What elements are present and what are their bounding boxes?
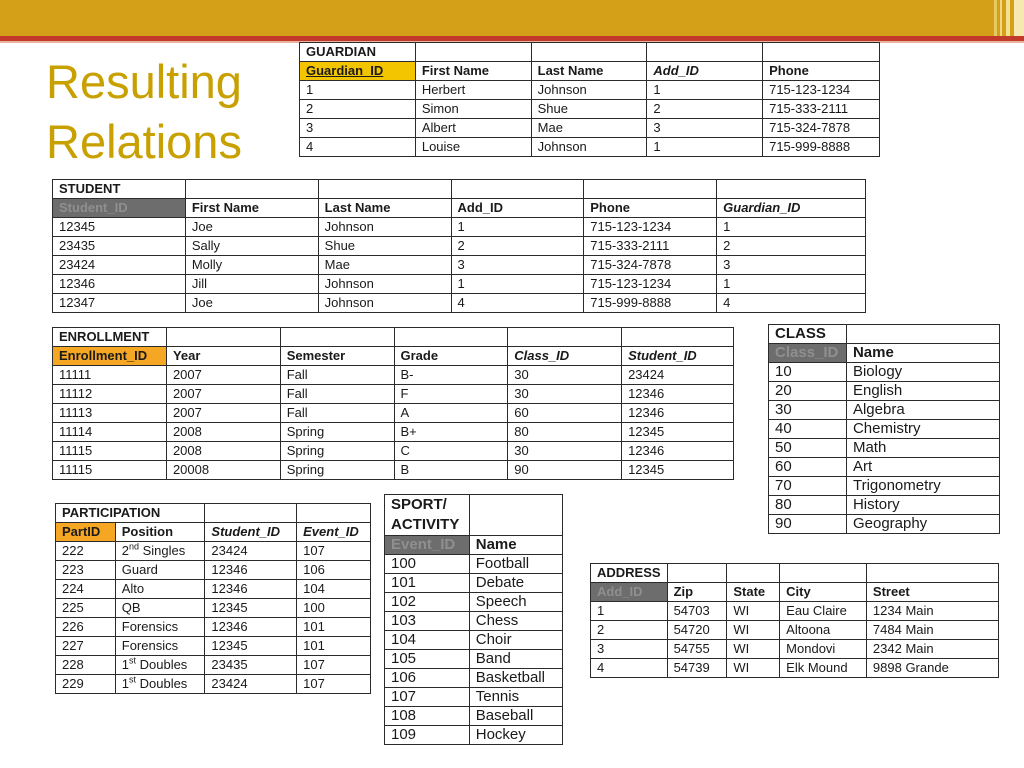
- cell: 103: [385, 612, 470, 631]
- cell: 11111: [53, 366, 167, 385]
- cell: 11115: [53, 442, 167, 461]
- column-header: Name: [846, 344, 999, 363]
- cell: WI: [727, 640, 780, 659]
- cell: 715-123-1234: [584, 275, 717, 294]
- cell: 23435: [205, 656, 297, 675]
- ordinal-suffix: st: [128, 674, 136, 685]
- table-row: [53, 461, 734, 480]
- column-header: Student_ID: [205, 523, 297, 542]
- cell: 1: [451, 218, 584, 237]
- cell: Spring: [280, 461, 394, 480]
- table-row: [56, 656, 371, 675]
- table-row: [385, 631, 563, 650]
- table-name: STUDENT: [53, 180, 186, 199]
- cell: 10: [769, 363, 847, 382]
- cell: 104: [297, 580, 371, 599]
- cell: 40: [769, 420, 847, 439]
- table-row: [53, 256, 866, 275]
- cell: Mondovi: [780, 640, 867, 659]
- table-row: [385, 555, 563, 574]
- cell: Joe: [185, 218, 318, 237]
- cell: 3: [647, 119, 763, 138]
- cell: 109: [385, 726, 470, 745]
- table-row: [56, 618, 371, 637]
- cell: 229: [56, 675, 116, 694]
- cell: Guard: [115, 561, 205, 580]
- cell: 1: [647, 138, 763, 157]
- cell: 12345: [205, 599, 297, 618]
- column-header: Event_ID: [297, 523, 371, 542]
- table-name: [385, 495, 470, 536]
- cell: 715-999-8888: [584, 294, 717, 313]
- table-row: [53, 404, 734, 423]
- table-row: [591, 621, 999, 640]
- column-header: Street: [866, 583, 998, 602]
- column-header: First Name: [185, 199, 318, 218]
- cell: 1: [717, 275, 866, 294]
- cell: 223: [56, 561, 116, 580]
- table-row: [300, 119, 880, 138]
- cell: 100: [297, 599, 371, 618]
- cell: 101: [297, 637, 371, 656]
- cell-ordinal: 1st Doubles: [115, 656, 205, 675]
- column-header: Add_ID: [647, 62, 763, 81]
- enrollment-table: [52, 327, 734, 480]
- table-row: [769, 420, 1000, 439]
- cell: Biology: [846, 363, 999, 382]
- cell: 107: [297, 656, 371, 675]
- participation-table: [55, 503, 371, 694]
- cell: Chess: [469, 612, 562, 631]
- column-header: Guardian_ID: [300, 62, 416, 81]
- table-name-line-1: SPORT/: [391, 496, 447, 513]
- cell: Herbert: [415, 81, 531, 100]
- cell: 54739: [667, 659, 727, 678]
- table-row: [385, 650, 563, 669]
- cell: Band: [469, 650, 562, 669]
- cell-ordinal: 2nd Singles: [115, 542, 205, 561]
- cell: Football: [469, 555, 562, 574]
- cell: 23424: [622, 366, 734, 385]
- cell: 60: [769, 458, 847, 477]
- cell: Shue: [318, 237, 451, 256]
- cell: 107: [297, 675, 371, 694]
- ordinal-suffix: nd: [128, 541, 139, 552]
- cell: Speech: [469, 593, 562, 612]
- table-row: [56, 637, 371, 656]
- cell: Trigonometry: [846, 477, 999, 496]
- address-table: [590, 563, 999, 678]
- cell: 90: [508, 461, 622, 480]
- cell: 54755: [667, 640, 727, 659]
- table-row: [53, 294, 866, 313]
- cell: 2: [300, 100, 416, 119]
- table-row: [53, 237, 866, 256]
- column-header: Add_ID: [591, 583, 668, 602]
- cell: Fall: [280, 404, 394, 423]
- column-header: Last Name: [531, 62, 647, 81]
- table-name-line-2: ACTIVITY: [391, 516, 460, 533]
- cell: 30: [508, 366, 622, 385]
- cell: 715-999-8888: [763, 138, 880, 157]
- cell: Baseball: [469, 707, 562, 726]
- cell: Jill: [185, 275, 318, 294]
- table-row: [591, 659, 999, 678]
- cell: WI: [727, 659, 780, 678]
- cell: Mae: [531, 119, 647, 138]
- table-row: [53, 423, 734, 442]
- cell-ordinal: 1st Doubles: [115, 675, 205, 694]
- cell: Alto: [115, 580, 205, 599]
- column-header: Position: [115, 523, 205, 542]
- cell: 2007: [166, 366, 280, 385]
- table-name: ADDRESS: [591, 564, 668, 583]
- table-row: [769, 439, 1000, 458]
- cell: Choir: [469, 631, 562, 650]
- cell: 227: [56, 637, 116, 656]
- cell: 12346: [622, 385, 734, 404]
- cell: 20008: [166, 461, 280, 480]
- cell: 23435: [53, 237, 186, 256]
- cell: B-: [394, 366, 508, 385]
- cell: 3: [300, 119, 416, 138]
- cell: 30: [769, 401, 847, 420]
- cell: Johnson: [318, 294, 451, 313]
- cell: 1: [647, 81, 763, 100]
- cell: Johnson: [318, 275, 451, 294]
- table-row: [385, 669, 563, 688]
- cell: Hockey: [469, 726, 562, 745]
- cell: Joe: [185, 294, 318, 313]
- column-header: Enrollment_ID: [53, 347, 167, 366]
- header-bar: [0, 0, 1024, 36]
- cell: 12345: [622, 423, 734, 442]
- cell: Spring: [280, 423, 394, 442]
- cell: Geography: [846, 515, 999, 534]
- cell: QB: [115, 599, 205, 618]
- cell: 23424: [205, 542, 297, 561]
- cell: 12346: [622, 404, 734, 423]
- cell: WI: [727, 621, 780, 640]
- cell: Art: [846, 458, 999, 477]
- cell: 11114: [53, 423, 167, 442]
- cell: 1: [591, 602, 668, 621]
- cell: 2: [451, 237, 584, 256]
- column-header: Phone: [763, 62, 880, 81]
- page-title-line-2: Relations: [46, 115, 242, 168]
- cell: 2342 Main: [866, 640, 998, 659]
- cell: 2: [591, 621, 668, 640]
- cell: Simon: [415, 100, 531, 119]
- cell: 106: [385, 669, 470, 688]
- table-row: [769, 363, 1000, 382]
- column-header: Year: [166, 347, 280, 366]
- cell: 60: [508, 404, 622, 423]
- cell: 101: [385, 574, 470, 593]
- table-row: [385, 612, 563, 631]
- column-header: Student_ID: [622, 347, 734, 366]
- cell: 12345: [205, 637, 297, 656]
- cell: 3: [591, 640, 668, 659]
- cell: A: [394, 404, 508, 423]
- cell: 225: [56, 599, 116, 618]
- table-row: [53, 218, 866, 237]
- table-row: [769, 382, 1000, 401]
- class-table: [768, 324, 1000, 534]
- column-header: City: [780, 583, 867, 602]
- table-row: [56, 675, 371, 694]
- column-header: Semester: [280, 347, 394, 366]
- cell: History: [846, 496, 999, 515]
- cell: 715-324-7878: [584, 256, 717, 275]
- cell: Math: [846, 439, 999, 458]
- cell: 12346: [622, 442, 734, 461]
- table-row: [385, 707, 563, 726]
- cell: Mae: [318, 256, 451, 275]
- cell: 1: [451, 275, 584, 294]
- table-row: [591, 602, 999, 621]
- column-header: Event_ID: [385, 536, 470, 555]
- table-row: [385, 574, 563, 593]
- cell: Sally: [185, 237, 318, 256]
- cell: 106: [297, 561, 371, 580]
- cell: B: [394, 461, 508, 480]
- cell: Forensics: [115, 637, 205, 656]
- cell: 23424: [205, 675, 297, 694]
- cell: 102: [385, 593, 470, 612]
- cell: Altoona: [780, 621, 867, 640]
- guardian-table: [299, 42, 880, 157]
- cell: 2: [717, 237, 866, 256]
- cell: 224: [56, 580, 116, 599]
- cell: Johnson: [318, 218, 451, 237]
- cell: 715-123-1234: [763, 81, 880, 100]
- cell: Tennis: [469, 688, 562, 707]
- cell: 70: [769, 477, 847, 496]
- cell: 80: [508, 423, 622, 442]
- cell: 4: [591, 659, 668, 678]
- table-row: [769, 401, 1000, 420]
- cell: 12346: [53, 275, 186, 294]
- cell: 1: [300, 81, 416, 100]
- cell: 80: [769, 496, 847, 515]
- cell: 2: [647, 100, 763, 119]
- cell: 104: [385, 631, 470, 650]
- cell: Elk Mound: [780, 659, 867, 678]
- table-row: [53, 366, 734, 385]
- cell: 228: [56, 656, 116, 675]
- table-name: GUARDIAN: [300, 43, 416, 62]
- cell: 12346: [205, 580, 297, 599]
- table-row: [300, 138, 880, 157]
- cell: Chemistry: [846, 420, 999, 439]
- table-row: [385, 688, 563, 707]
- cell: 12345: [622, 461, 734, 480]
- cell: 12347: [53, 294, 186, 313]
- cell: 50: [769, 439, 847, 458]
- cell: 226: [56, 618, 116, 637]
- cell: 3: [451, 256, 584, 275]
- cell: F: [394, 385, 508, 404]
- cell: 2007: [166, 404, 280, 423]
- table-row: [53, 275, 866, 294]
- cell: 100: [385, 555, 470, 574]
- table-name: CLASS: [769, 325, 847, 344]
- table-row: [56, 580, 371, 599]
- column-header: Class_ID: [769, 344, 847, 363]
- cell: 90: [769, 515, 847, 534]
- table-row: [769, 477, 1000, 496]
- column-header: Student_ID: [53, 199, 186, 218]
- table-row: [56, 542, 371, 561]
- column-header: Grade: [394, 347, 508, 366]
- cell: C: [394, 442, 508, 461]
- cell: 1: [717, 218, 866, 237]
- cell: Louise: [415, 138, 531, 157]
- cell: Johnson: [531, 138, 647, 157]
- cell: 715-123-1234: [584, 218, 717, 237]
- cell: Johnson: [531, 81, 647, 100]
- table-row: [300, 100, 880, 119]
- table-name: PARTICIPATION: [56, 504, 205, 523]
- column-header: Last Name: [318, 199, 451, 218]
- column-header: Name: [469, 536, 562, 555]
- cell: 23424: [53, 256, 186, 275]
- column-header: Class_ID: [508, 347, 622, 366]
- cell: Forensics: [115, 618, 205, 637]
- cell: 107: [297, 542, 371, 561]
- cell: Basketball: [469, 669, 562, 688]
- cell: 11113: [53, 404, 167, 423]
- table-name: ENROLLMENT: [53, 328, 167, 347]
- column-header: First Name: [415, 62, 531, 81]
- cell: 30: [508, 442, 622, 461]
- table-row: [591, 640, 999, 659]
- column-header: Zip: [667, 583, 727, 602]
- cell: 222: [56, 542, 116, 561]
- cell: 12345: [53, 218, 186, 237]
- cell: 54703: [667, 602, 727, 621]
- cell: Debate: [469, 574, 562, 593]
- column-header: Phone: [584, 199, 717, 218]
- cell: Fall: [280, 366, 394, 385]
- cell: 12346: [205, 618, 297, 637]
- column-header: Guardian_ID: [717, 199, 866, 218]
- cell: Albert: [415, 119, 531, 138]
- cell: 20: [769, 382, 847, 401]
- table-row: [53, 442, 734, 461]
- page-title-line-1: Resulting: [46, 55, 242, 108]
- table-row: [385, 726, 563, 745]
- cell: 715-333-2111: [763, 100, 880, 119]
- cell: Algebra: [846, 401, 999, 420]
- sport-activity-table: [384, 494, 563, 745]
- column-header: PartID: [56, 523, 116, 542]
- cell: Molly: [185, 256, 318, 275]
- column-header: State: [727, 583, 780, 602]
- table-row: [385, 593, 563, 612]
- cell: 1234 Main: [866, 602, 998, 621]
- cell: Eau Claire: [780, 602, 867, 621]
- cell: 4: [717, 294, 866, 313]
- table-row: [769, 496, 1000, 515]
- cell: English: [846, 382, 999, 401]
- cell: 4: [451, 294, 584, 313]
- cell: 54720: [667, 621, 727, 640]
- cell: 11115: [53, 461, 167, 480]
- table-row: [769, 515, 1000, 534]
- cell: 2007: [166, 385, 280, 404]
- cell: 9898 Grande: [866, 659, 998, 678]
- table-row: [769, 458, 1000, 477]
- cell: 7484 Main: [866, 621, 998, 640]
- cell: 715-333-2111: [584, 237, 717, 256]
- table-row: [56, 561, 371, 580]
- cell: 107: [385, 688, 470, 707]
- cell: Fall: [280, 385, 394, 404]
- cell: Spring: [280, 442, 394, 461]
- cell: 108: [385, 707, 470, 726]
- table-row: [53, 385, 734, 404]
- table-row: [300, 81, 880, 100]
- cell: 2008: [166, 442, 280, 461]
- cell: 4: [300, 138, 416, 157]
- cell: 3: [717, 256, 866, 275]
- cell: B+: [394, 423, 508, 442]
- cell: WI: [727, 602, 780, 621]
- cell: 101: [297, 618, 371, 637]
- cell: 12346: [205, 561, 297, 580]
- cell: 715-324-7878: [763, 119, 880, 138]
- cell: 30: [508, 385, 622, 404]
- table-row: [56, 599, 371, 618]
- cell: 2008: [166, 423, 280, 442]
- column-header: Add_ID: [451, 199, 584, 218]
- ordinal-suffix: st: [128, 655, 136, 666]
- cell: 105: [385, 650, 470, 669]
- cell: Shue: [531, 100, 647, 119]
- student-table: [52, 179, 866, 313]
- cell: 11112: [53, 385, 167, 404]
